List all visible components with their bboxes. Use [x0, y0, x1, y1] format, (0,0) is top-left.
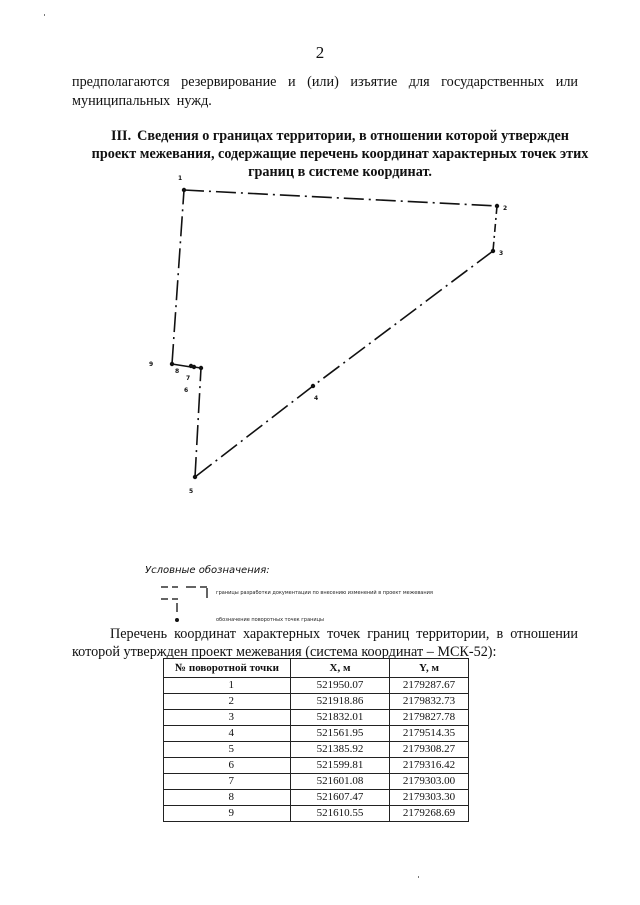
point-label-3: 3 [499, 250, 504, 257]
scan-speck [418, 876, 419, 878]
point-label-1: 1 [178, 175, 183, 182]
cell-x: 521950.07 [291, 678, 390, 694]
cell-point-number: 9 [164, 806, 291, 822]
cell-point-number: 6 [164, 758, 291, 774]
continued-paragraph: предполагаются резервирование и (или) изъятие для государственных или муниципальных нужд. [72, 74, 578, 109]
point-label-4: 4 [314, 395, 319, 402]
legend-boundary-text: границы разработки документации по внесению изменений в проект межевания [216, 590, 433, 596]
table-header-row [164, 659, 469, 678]
boundary-segment-5-6 [195, 368, 201, 477]
cell-x: 521601.08 [291, 774, 390, 790]
cell-y: 2179316.42 [390, 758, 469, 774]
table-row [164, 774, 469, 790]
legend-boundary-symbol [161, 587, 207, 612]
table-row [164, 694, 469, 710]
cell-y: 2179303.30 [390, 790, 469, 806]
section-title: Сведения о границах территории, в отношении которой утвержден проект межевания, содержащие перечень координат характерных точек этих границ в системе координат. [91, 128, 589, 180]
table-row [164, 742, 469, 758]
header-point-number: № поворотной точки [164, 659, 291, 678]
cell-point-number: 1 [164, 678, 291, 694]
cell-y: 2179827.78 [390, 710, 469, 726]
coordinates-table [163, 658, 469, 822]
table-row [164, 806, 469, 822]
cell-y: 2179287.67 [390, 678, 469, 694]
turning-point-8 [189, 364, 193, 368]
legend-title: Условные обозначения: [145, 565, 270, 576]
turning-point-9 [170, 362, 174, 366]
point-label-5: 5 [189, 488, 194, 495]
point-label-2: 2 [503, 205, 508, 212]
table-row [164, 758, 469, 774]
turning-point-3 [491, 249, 495, 253]
section-number: III. [111, 128, 132, 144]
table-row [164, 790, 469, 806]
cell-x: 521607.47 [291, 790, 390, 806]
cell-y: 2179308.27 [390, 742, 469, 758]
header-y: Y, м [390, 659, 469, 678]
table-row [164, 678, 469, 694]
cell-point-number: 7 [164, 774, 291, 790]
cell-y: 2179268.69 [390, 806, 469, 822]
cell-point-number: 4 [164, 726, 291, 742]
cell-y: 2179514.35 [390, 726, 469, 742]
table-row [164, 710, 469, 726]
boundary-segment-3-4 [313, 251, 493, 386]
turning-point-4 [311, 384, 315, 388]
cell-x: 521918.86 [291, 694, 390, 710]
point-label-7: 7 [186, 375, 191, 382]
cell-x: 521610.55 [291, 806, 390, 822]
turning-point-1 [182, 188, 186, 192]
boundary-segment-1-2 [184, 190, 497, 206]
turning-point-5 [193, 475, 197, 479]
cell-x: 521599.81 [291, 758, 390, 774]
turning-point-2 [495, 204, 499, 208]
cell-point-number: 3 [164, 710, 291, 726]
cell-x: 521385.92 [291, 742, 390, 758]
point-label-9: 9 [149, 361, 154, 368]
point-label-6: 6 [184, 387, 189, 394]
cell-point-number: 8 [164, 790, 291, 806]
coordinates-intro: Перечень координат характерных точек границ территории, в отношении которой утвержден проект межевания (система координат – МСК-52): [72, 626, 578, 660]
boundary-segment-9-1 [172, 190, 184, 364]
table-row [164, 726, 469, 742]
boundary-segment-8-9 [172, 364, 191, 367]
legend-point-symbol [175, 618, 179, 622]
boundary-segment-4-5 [195, 386, 313, 477]
cell-x: 521832.01 [291, 710, 390, 726]
cell-x: 521561.95 [291, 726, 390, 742]
turning-point-6 [199, 366, 203, 370]
cell-point-number: 5 [164, 742, 291, 758]
cell-y: 2179303.00 [390, 774, 469, 790]
cell-point-number: 2 [164, 694, 291, 710]
boundary-segment-2-3 [493, 206, 497, 251]
legend-point-text: обозначение поворотных точек границы [216, 617, 324, 623]
cell-y: 2179832.73 [390, 694, 469, 710]
point-label-8: 8 [175, 368, 180, 375]
header-x: X, м [291, 659, 390, 678]
page-number: 2 [315, 43, 325, 62]
